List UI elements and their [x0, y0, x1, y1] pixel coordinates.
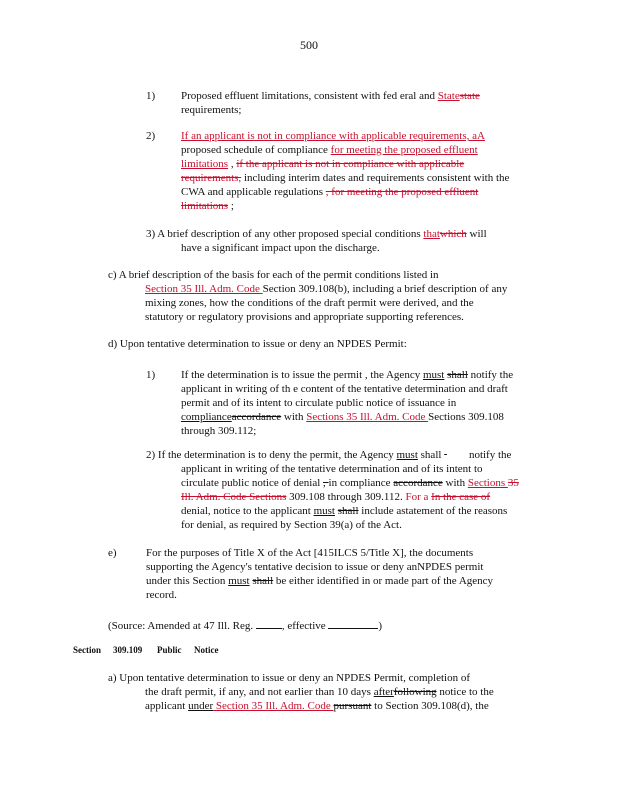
item-d1-number: 1): [146, 369, 156, 381]
item-1-number: 1): [146, 90, 156, 102]
page-number: 500: [300, 38, 318, 52]
inserted-text: that: [423, 228, 440, 240]
inserted-text: Section 35 Ill. Adm. Code: [213, 700, 334, 712]
inserted-text: Sections 35 Ill. Adm. Code: [306, 411, 429, 423]
inserted-text: State: [437, 90, 460, 102]
inserted-text: for meeting the proposed effluent: [330, 144, 478, 156]
source-note: (Source: Amended at 47 Ill. Reg. , effective ): [108, 617, 548, 633]
deleted-text: following: [393, 686, 437, 698]
deleted-text: which: [439, 228, 467, 240]
item-d2-text: 2) If the determination is to deny the permit, the Agency must shall notify the applicant in writing of the tentative determination and of its intent to circulate public notice of denial , in compliance accordance with Sections 35 Ill. Adm. Code Sections 309.108 through 309.112. For a In the case of denial, notice to the applicant must shall include astatement of the reasons for denial, as required by Section 39(a) of the Act.: [146, 449, 519, 531]
item-1-text: Proposed effluent limitations, consistent with fed eral and Statestate requirements;: [181, 90, 480, 116]
deleted-text: if the applicant is not in compliance with applicable: [236, 158, 465, 170]
section-title-word-2: Notice: [194, 645, 219, 655]
deleted-text: Ill. Adm. Code Sections: [181, 491, 287, 503]
deleted-text: 35: [507, 477, 519, 489]
paragraph-c: c) A brief description of the basis for each of the permit conditions listed in Section 35 Ill. Adm. Code Section 309.108(b), including a brief description of any mixing zones, how the conditions of the draft permit were derived, and the statutory or regulatory provisions and appropriate supporting references.: [108, 269, 508, 323]
inserted-text: limitations: [181, 158, 229, 170]
item-3-text: 3) A brief description of any other proposed special conditions thatwhich will have a significant impact upon the discharge.: [146, 228, 487, 254]
inserted-text: Section 35 Ill. Adm. Code: [145, 283, 263, 295]
section-label: Section: [73, 645, 101, 655]
section-title-word-1: Public: [157, 645, 182, 655]
item-d1-text: If the determination is to issue the permit , the Agency must shall notify the applicant in writing of th e content of the tentative determination and draft permit and of its intent to circulate public notice of issuance in complianceaccordance with Sections 35 Ill. Adm. Code Sections 309.108 through 309.112;: [181, 369, 514, 437]
paragraph-a: a) Upon tentative determination to issue or deny an NPDES Permit, completion of the draft permit, if any, and not earlier than 10 days afterfollowing notice to the applicant under Section 35 Ill. Adm. Code pursuant to Section 309.108(d), the: [108, 672, 494, 712]
inserted-text: If an applicant is not in compliance with applicable requirements, aA: [181, 130, 485, 142]
deleted-text: shall: [337, 505, 359, 517]
deleted-text: shall: [252, 575, 274, 587]
deleted-text: state: [459, 90, 480, 102]
deleted-text: pursuant: [333, 700, 372, 712]
inserted-text: For a: [405, 491, 432, 503]
deleted-text: requirements,: [181, 172, 242, 184]
deleted-text: In the case of: [431, 491, 491, 503]
deleted-text: accordance: [231, 411, 282, 423]
item-2-number: 2): [146, 130, 156, 142]
paragraph-e-text: For the purposes of Title X of the Act [415ILCS 5/Title X], the documents supporting the Agency's tentative decision to issue or deny anNPDES permit under this Section must shall be either identified in or made part of the Agency record.: [146, 547, 494, 601]
paragraph-d: d) Upon tentative determination to issue or deny an NPDES Permit:: [108, 338, 407, 350]
deleted-text: shall: [447, 369, 468, 381]
section-number: 309.109: [113, 645, 143, 655]
inserted-text: Sections: [467, 477, 508, 489]
deleted-text: limitations: [181, 200, 229, 212]
paragraph-e-number: e): [108, 547, 117, 559]
item-2-text: If an applicant is not in compliance with applicable requirements, aA proposed schedule of compliance for meeting the proposed effluent limitations , if the applicant is not in compliance with applicable requirements, including interim dates and requirements consistent with the CWA and applicable regulations , for meeting the proposed effluent limitations ;: [181, 130, 510, 212]
deleted-text: , for meeting the proposed effluent: [325, 186, 479, 198]
deleted-text: accordance: [393, 477, 443, 489]
